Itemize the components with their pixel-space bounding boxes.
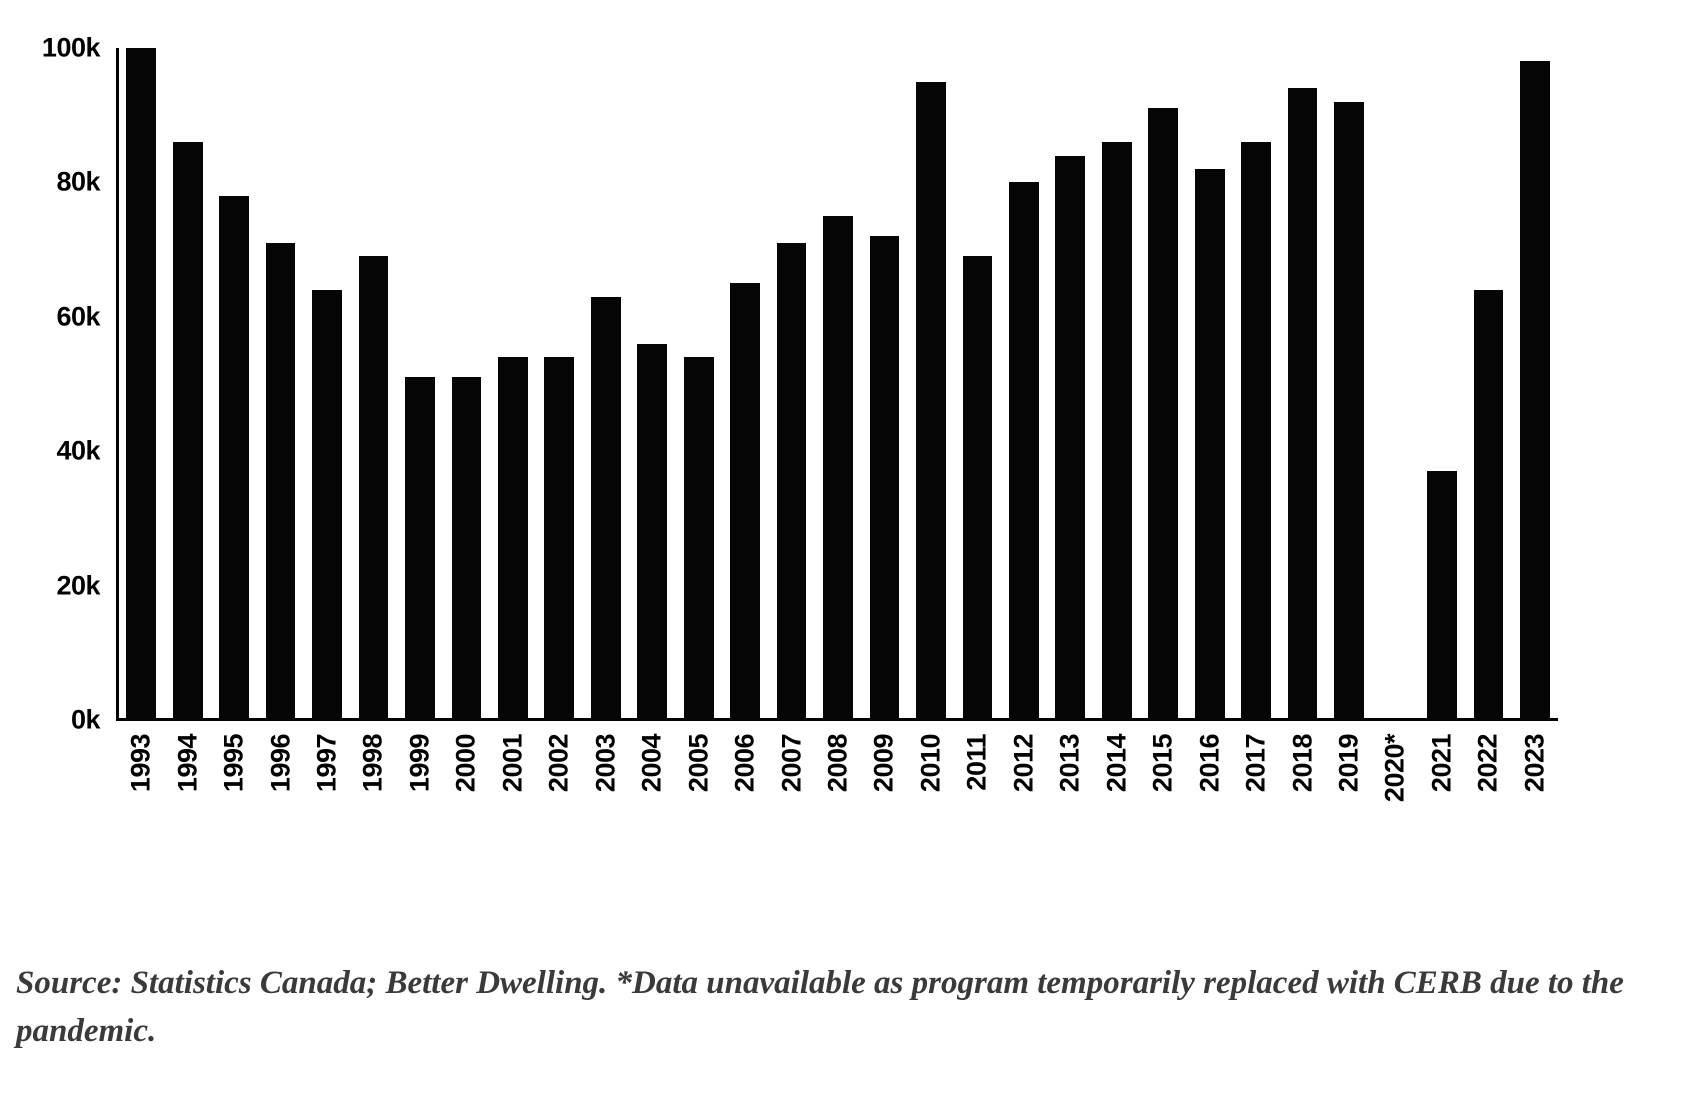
bar-slot (211, 48, 257, 720)
x-tick-slot (583, 728, 629, 868)
x-tick-slot (490, 728, 536, 868)
bar-slot (861, 48, 907, 720)
x-axis-tick: 2010 (915, 734, 946, 793)
x-axis-tick: 2023 (1519, 734, 1550, 793)
bar (1102, 142, 1132, 720)
bar (1148, 108, 1178, 720)
bar-slot (1512, 48, 1558, 720)
x-tick-slot (1512, 728, 1558, 868)
x-tick-slot (1279, 728, 1325, 868)
x-tick-slot (908, 728, 954, 868)
x-axis-tick: 2011 (961, 734, 992, 791)
bar (1195, 169, 1225, 720)
x-tick-slot (1094, 728, 1140, 868)
bar (266, 243, 296, 720)
bar-slot (1047, 48, 1093, 720)
bar (1474, 290, 1504, 720)
bar (219, 196, 249, 720)
x-axis-tick-labels (118, 728, 1558, 868)
x-tick-slot (861, 728, 907, 868)
x-axis-tick: 2001 (497, 734, 528, 793)
x-axis-tick: 1994 (172, 734, 203, 793)
bar-slot (536, 48, 582, 720)
bar (405, 377, 435, 720)
bar (1334, 102, 1364, 720)
x-tick-slot (722, 728, 768, 868)
x-axis-tick: 2018 (1287, 734, 1318, 793)
bar (684, 357, 714, 720)
bar-slot (397, 48, 443, 720)
y-axis-tick: 40k (56, 435, 100, 466)
bar (823, 216, 853, 720)
bar-slot (164, 48, 210, 720)
bar-slot (1372, 48, 1418, 720)
bar-slot (908, 48, 954, 720)
x-axis-tick: 2021 (1426, 734, 1457, 793)
x-axis-tick: 2012 (1008, 734, 1039, 793)
x-tick-slot (350, 728, 396, 868)
x-axis-tick: 2014 (1101, 734, 1132, 793)
y-axis-tick: 80k (56, 166, 100, 197)
bar-slot (1419, 48, 1465, 720)
x-axis-tick: 2006 (729, 734, 760, 793)
x-axis-tick: 2022 (1472, 734, 1503, 793)
bar-slot (304, 48, 350, 720)
x-tick-slot (675, 728, 721, 868)
x-axis-tick: 2008 (822, 734, 853, 793)
bar (591, 297, 621, 720)
x-tick-slot (397, 728, 443, 868)
x-tick-slot (768, 728, 814, 868)
x-axis-tick: 2000 (450, 734, 481, 793)
bar (777, 243, 807, 720)
x-tick-slot (629, 728, 675, 868)
x-tick-slot (164, 728, 210, 868)
bar-series (118, 48, 1558, 720)
x-axis-tick: 2003 (590, 734, 621, 793)
bar (1288, 88, 1318, 720)
bar-slot (350, 48, 396, 720)
bar-slot (1140, 48, 1186, 720)
bar (498, 357, 528, 720)
x-tick-slot (1465, 728, 1511, 868)
bar-slot (583, 48, 629, 720)
x-tick-slot (1001, 728, 1047, 868)
bar (126, 48, 156, 720)
x-axis-tick: 2019 (1333, 734, 1364, 793)
bar (312, 290, 342, 720)
bar-slot (722, 48, 768, 720)
x-axis-tick: 2009 (868, 734, 899, 793)
bar (1009, 182, 1039, 720)
bar (1241, 142, 1271, 720)
x-axis-tick: 2002 (543, 734, 574, 793)
x-axis-tick: 2013 (1054, 734, 1085, 793)
bar (916, 82, 946, 720)
x-tick-slot (1140, 728, 1186, 868)
x-tick-slot (1047, 728, 1093, 868)
x-axis-tick: 2017 (1240, 734, 1271, 793)
y-axis-tick: 0k (70, 704, 100, 735)
bar-slot (1279, 48, 1325, 720)
bar-slot (1326, 48, 1372, 720)
x-axis-tick: 2020* (1379, 734, 1410, 803)
y-axis-tick: 60k (56, 301, 100, 332)
bar-slot (1233, 48, 1279, 720)
bar-slot (490, 48, 536, 720)
x-tick-slot (1419, 728, 1465, 868)
x-axis-tick: 1998 (357, 734, 388, 793)
bar-slot (1186, 48, 1232, 720)
bar (359, 256, 389, 720)
x-tick-slot (1186, 728, 1232, 868)
source-note: Source: Statistics Canada; Better Dwelling. *Data unavailable as program temporarily replaced with CERB due to the pandemic. (16, 965, 1624, 1049)
y-axis-tick: 100k (41, 32, 100, 63)
x-tick-slot (304, 728, 350, 868)
bar-slot (443, 48, 489, 720)
bar (1520, 61, 1550, 720)
bar-slot (1001, 48, 1047, 720)
x-tick-slot (954, 728, 1000, 868)
x-tick-slot (1233, 728, 1279, 868)
bar-slot (954, 48, 1000, 720)
bar-slot (815, 48, 861, 720)
x-axis-tick: 2016 (1194, 734, 1225, 793)
bar-slot (1465, 48, 1511, 720)
x-tick-slot (211, 728, 257, 868)
bar (870, 236, 900, 720)
x-axis-tick: 1996 (265, 734, 296, 793)
bar-slot (1094, 48, 1140, 720)
bar-slot (768, 48, 814, 720)
x-tick-slot (1326, 728, 1372, 868)
bar (452, 377, 482, 720)
bar-slot (257, 48, 303, 720)
bar (637, 344, 667, 720)
x-axis-tick: 2015 (1147, 734, 1178, 793)
bar-slot (118, 48, 164, 720)
x-axis-tick: 1995 (218, 734, 249, 793)
x-tick-slot (815, 728, 861, 868)
bar (963, 256, 993, 720)
x-axis-tick: 2007 (776, 734, 807, 793)
bar (544, 357, 574, 720)
x-axis-tick: 1997 (311, 734, 342, 793)
x-tick-slot (1372, 728, 1418, 868)
x-tick-slot (257, 728, 303, 868)
bar (1427, 471, 1457, 720)
x-axis-tick: 2005 (683, 734, 714, 793)
x-tick-slot (443, 728, 489, 868)
bar (730, 283, 760, 720)
bar (1055, 156, 1085, 720)
x-axis-tick: 1999 (404, 734, 435, 793)
x-axis-tick: 2004 (636, 734, 667, 793)
x-axis-tick: 1993 (125, 734, 156, 793)
y-axis-tick: 20k (56, 570, 100, 601)
bar (173, 142, 203, 720)
x-tick-slot (536, 728, 582, 868)
x-tick-slot (118, 728, 164, 868)
bar-slot (675, 48, 721, 720)
bar-slot (629, 48, 675, 720)
y-axis-tick-labels (0, 0, 116, 780)
